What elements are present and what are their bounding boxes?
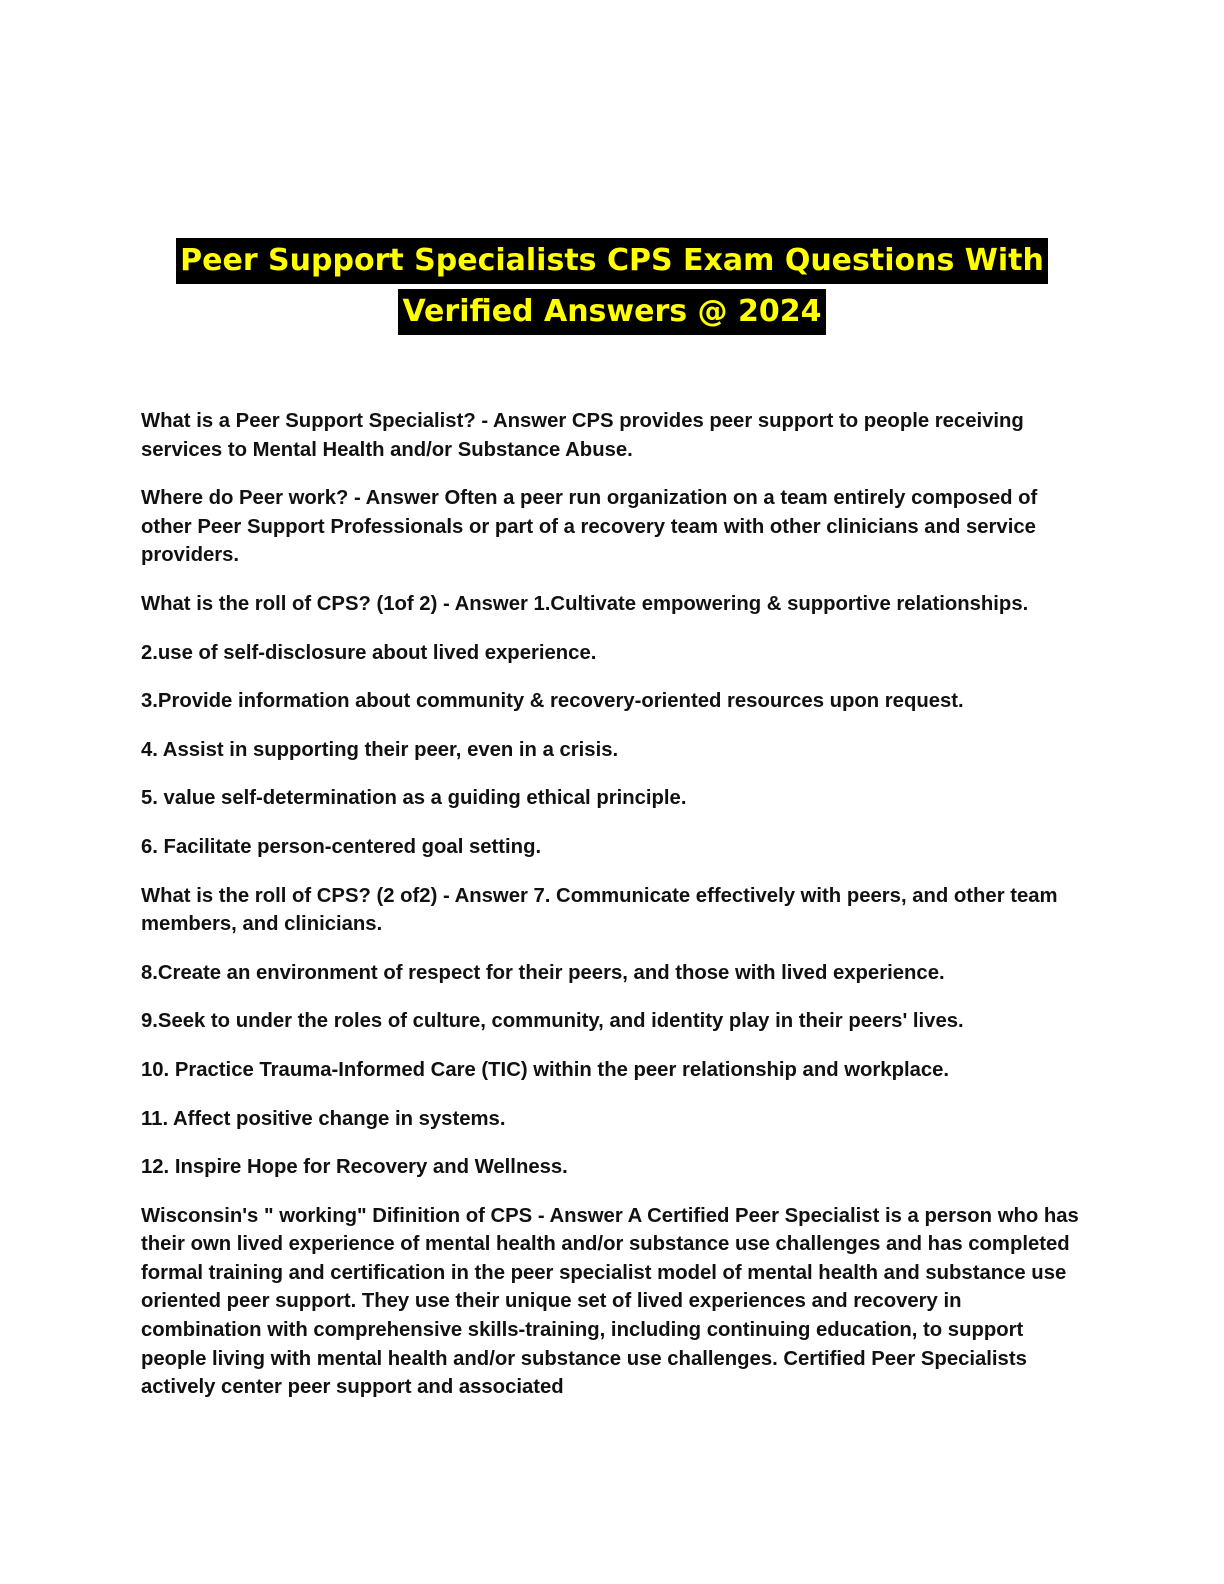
title-line-1: Peer Support Specialists CPS Exam Questions With	[176, 238, 1048, 284]
title-line-2: Verified Answers @ 2024	[398, 289, 825, 335]
list-item: 10. Practice Trauma-Informed Care (TIC) within the peer relationship and workplace.	[141, 1058, 950, 1081]
qa-peer-support-specialist: What is a Peer Support Specialist? - Answer CPS provides peer support to people receiving services to Mental Health and/or Substance Abuse.	[141, 410, 1024, 461]
qa-wisconsin-definition: Wisconsin's " working" Difinition of CPS - Answer A Certified Peer Specialist is a person who has their own lived experience of mental health and/or substance use challenges and has completed formal training and certification in the peer specialist model of mental health and substance use oriented peer support. They use their unique set of lived experiences and recovery in combination with comprehensive skills-training, including continuing education, to support people living with mental health and/or substance use challenges. Certified Peer Specialists actively center peer support and associated	[141, 1204, 1079, 1399]
list-item: 11. Affect positive change in systems.	[141, 1107, 506, 1130]
document-title	[0, 238, 1224, 340]
list-item: 9.Seek to under the roles of culture, community, and identity play in their peers' lives.	[141, 1010, 964, 1033]
list-item: 6. Facilitate person-centered goal setting.	[141, 835, 542, 858]
list-item: 5. value self-determination as a guiding ethical principle.	[141, 787, 687, 810]
list-item: 8.Create an environment of respect for their peers, and those with lived experience.	[141, 961, 945, 984]
qa-where-peers-work: Where do Peer work? - Answer Often a peer run organization on a team entirely composed of other Peer Support Professionals or part of a recovery team with other clinicians and service providers.	[141, 487, 1038, 567]
list-item: 2.use of self-disclosure about lived experience.	[141, 641, 597, 664]
list-item: 4. Assist in supporting their peer, even in a crisis.	[141, 738, 619, 761]
document-body	[141, 407, 1081, 1422]
list-item: 3.Provide information about community & recovery-oriented resources upon request.	[141, 690, 964, 713]
qa-role-of-cps-part-2: What is the roll of CPS? (2 of2) - Answer 7. Communicate effectively with peers, and other team members, and clinicians.	[141, 884, 1058, 936]
list-item: 12. Inspire Hope for Recovery and Wellness.	[141, 1156, 568, 1179]
qa-role-of-cps-part-1: What is the roll of CPS? (1of 2) - Answer 1.Cultivate empowering & supportive relationships.	[141, 592, 1029, 615]
